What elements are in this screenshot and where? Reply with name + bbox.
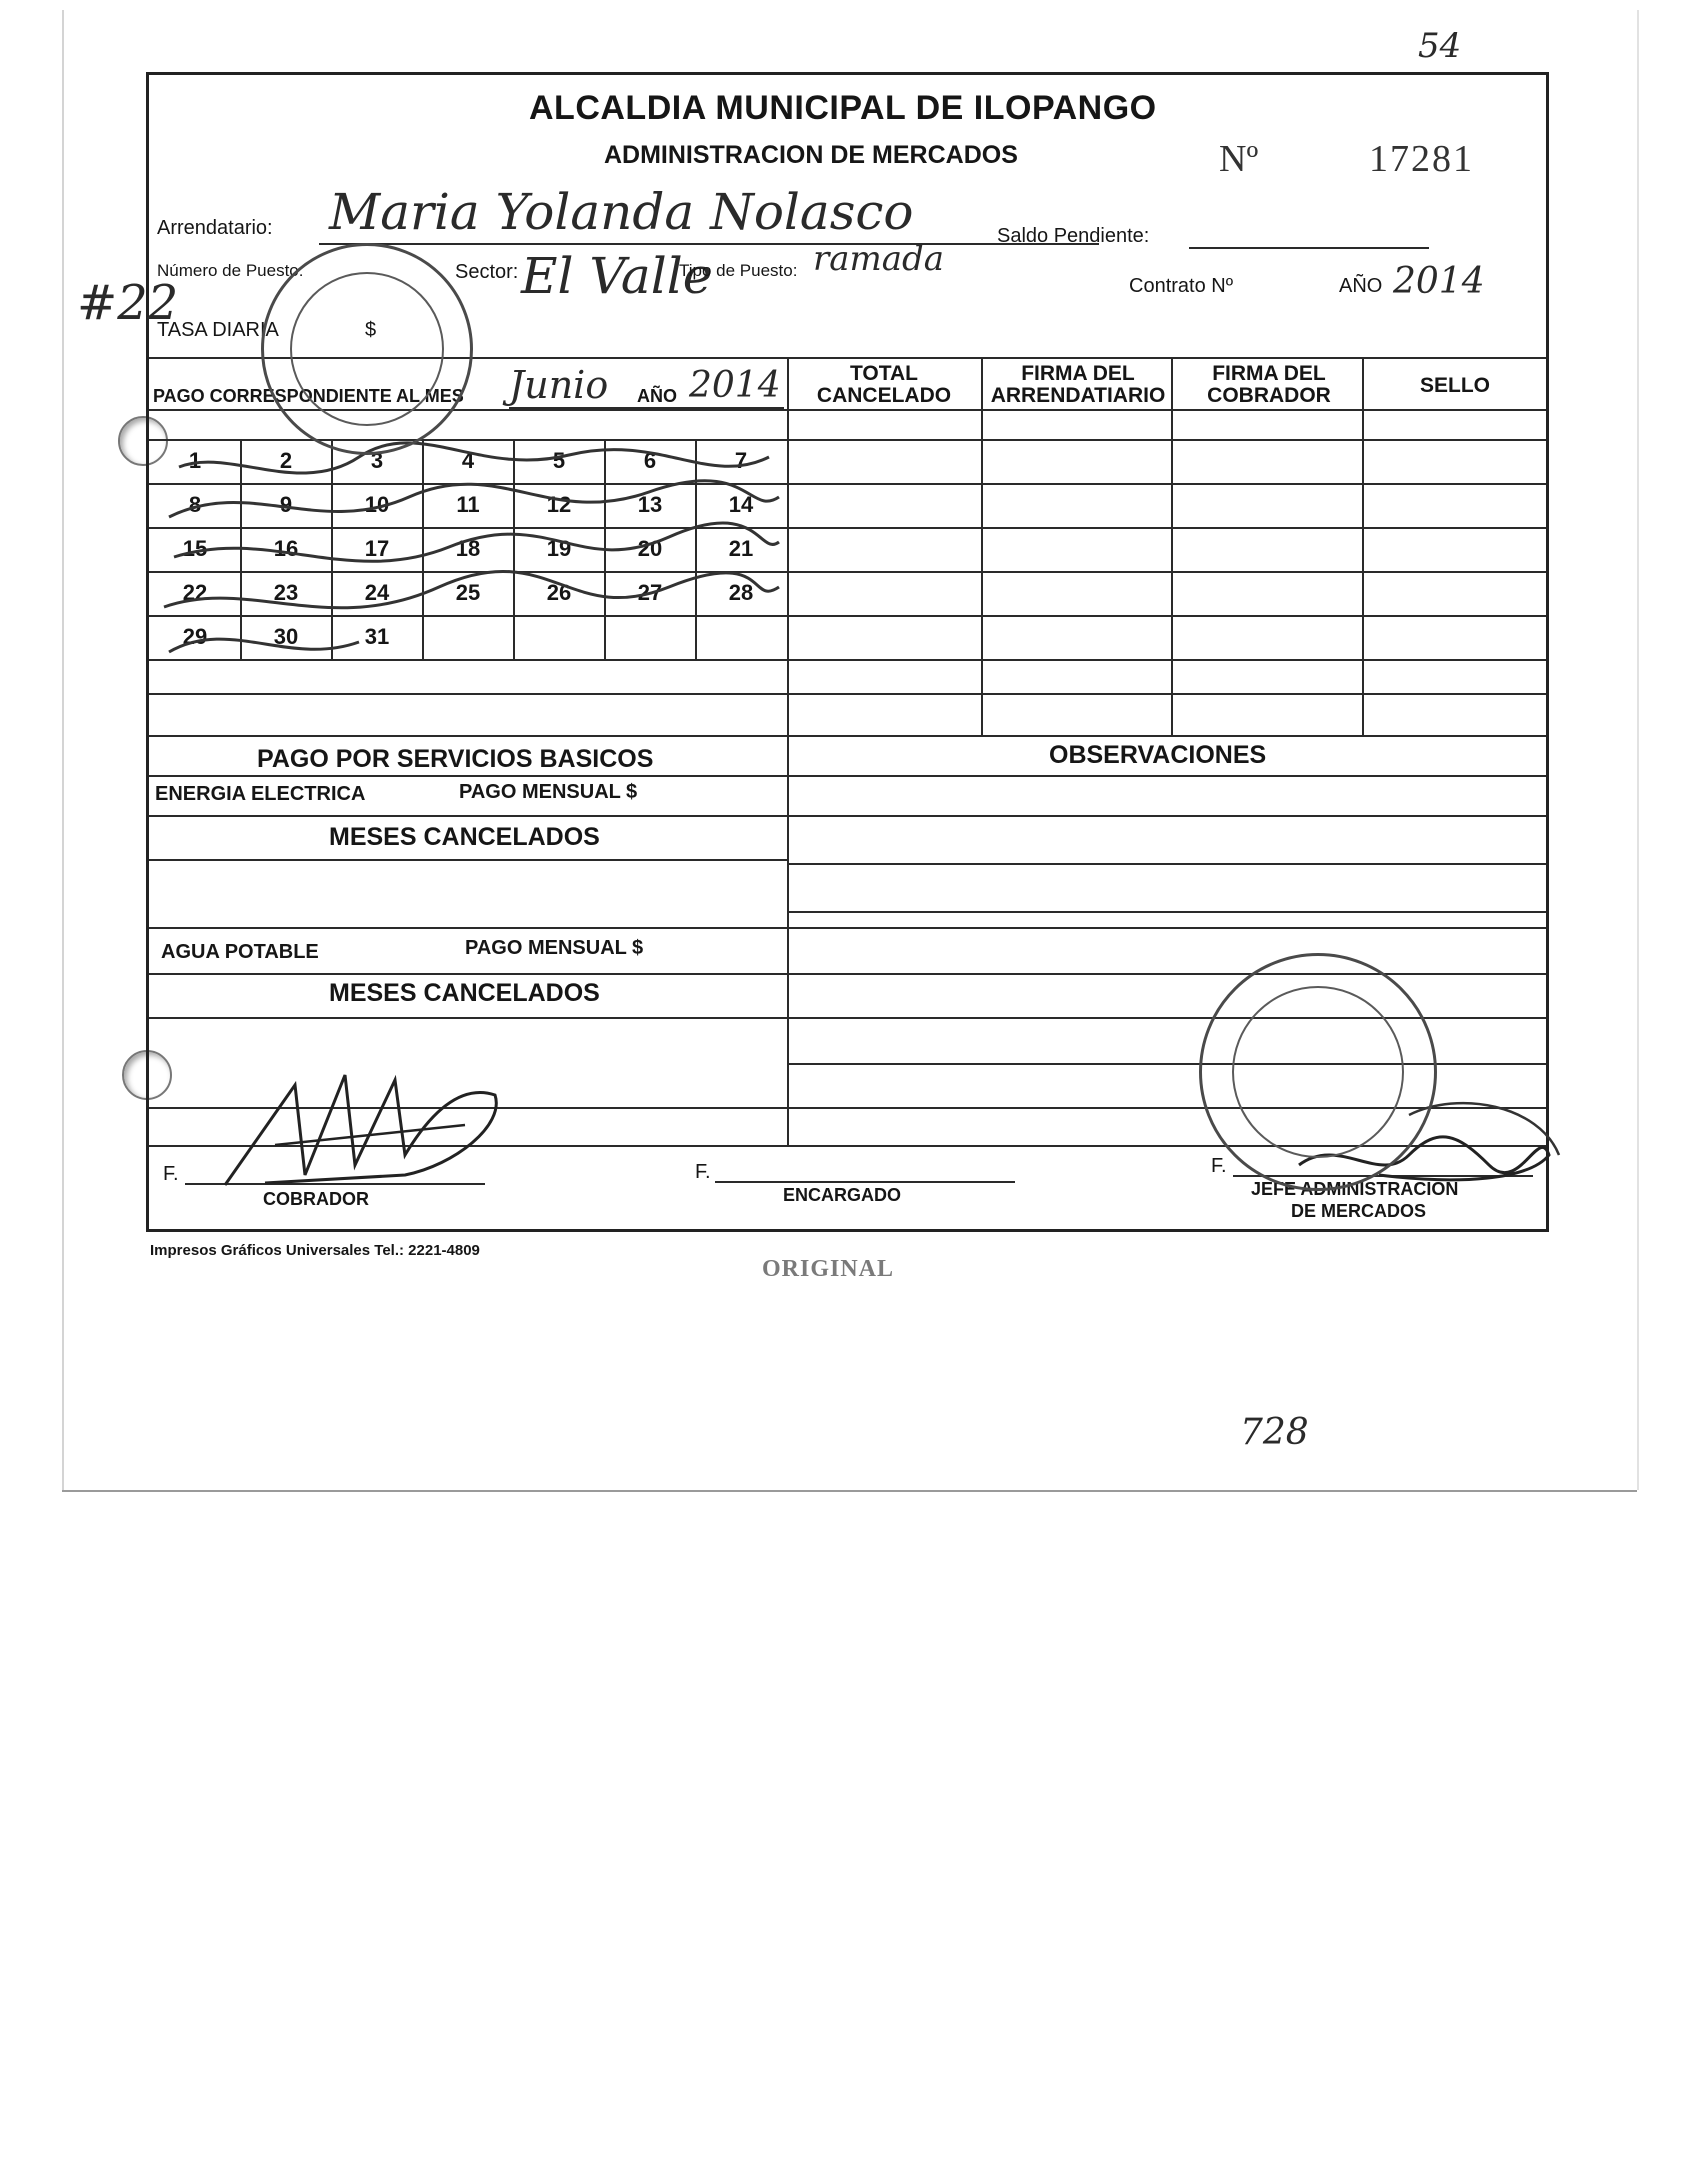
day-cell: 5 [552, 448, 566, 473]
bottom-page-number: 728 [1240, 1412, 1309, 1453]
form-title: ALCALDIA MUNICIPAL DE ILOPANGO [529, 89, 1157, 127]
contrato-label: Contrato Nº [1129, 275, 1234, 297]
agua-label: AGUA POTABLE [161, 941, 319, 963]
day-cell: 9 [279, 492, 293, 517]
col-total-cancelado: TOTAL CANCELADO [816, 362, 952, 407]
paper-edge-bottom [62, 1490, 1637, 1492]
stamp-left-inner-ring [290, 272, 444, 426]
day-cell: 11 [456, 492, 480, 517]
day-cell: 10 [364, 492, 390, 517]
numero-puesto-value: #22 [77, 275, 179, 331]
paper-edge-right [1637, 10, 1639, 1490]
obs-line-2 [787, 911, 1546, 913]
col-sello: SELLO [1419, 374, 1490, 397]
day-cell: 14 [728, 492, 754, 517]
receipt-number: 17281 [1369, 138, 1474, 180]
saldo-label: Saldo Pendiente: [997, 225, 1150, 247]
day-cell: 1 [188, 448, 202, 473]
day-cell: 6 [643, 448, 657, 473]
encargado-label: ENCARGADO [783, 1185, 902, 1205]
servicios-title: PAGO POR SERVICIOS BASICOS [257, 745, 654, 773]
stamp-right [1199, 953, 1437, 1191]
stamp-right-inner-ring [1232, 986, 1404, 1158]
col-firma-cobrador: FIRMA DEL COBRADOR [1207, 362, 1331, 407]
printer-credit: Impresos Gráficos Universales Tel.: 2221-4809 [150, 1242, 480, 1259]
day-cell: 24 [364, 580, 390, 605]
energia-meses-cancelados: MESES CANCELADOS [329, 823, 600, 851]
tipo-puesto-value: ramada [813, 239, 945, 279]
sector-value: El Valle [521, 247, 713, 305]
observaciones-title: OBSERVACIONES [1049, 741, 1267, 769]
servicios-line-1 [149, 775, 1546, 777]
day-cell: 3 [370, 448, 384, 473]
pago-anio-label: AÑO [637, 386, 677, 406]
days-scribble [149, 437, 787, 667]
day-cell: 30 [273, 624, 299, 649]
energia-pago-mensual: PAGO MENSUAL $ [459, 781, 638, 803]
stamp-left [261, 243, 473, 455]
day-cell: 4 [461, 448, 475, 473]
day-cell: 21 [728, 536, 754, 561]
numero-puesto-label: Número de Puesto: [157, 261, 304, 280]
day-cell: 28 [728, 580, 754, 605]
pago-anio-value: 2014 [689, 365, 781, 406]
obs-line-1 [787, 863, 1546, 865]
jefe-label-line-2: DE MERCADOS [1291, 1201, 1427, 1221]
arrendatario-value: Maria Yolanda Nolasco [329, 183, 914, 241]
tasa-diaria-label: TASA DIARIA [157, 319, 279, 341]
tipo-puesto-label: Tipo de Puesto: [679, 261, 798, 280]
day-cell: 23 [273, 580, 299, 605]
col-divider-2 [981, 357, 983, 735]
day-cell: 26 [546, 580, 572, 605]
cobrador-label: COBRADOR [263, 1189, 369, 1209]
col-divider-3 [1171, 357, 1173, 735]
col-divider-1 [787, 357, 789, 735]
cobrador-signature [205, 1065, 505, 1195]
jefe-label-line-1: JEFE ADMINISTRACION [1251, 1179, 1459, 1199]
energia-label: ENERGIA ELECTRICA [155, 783, 366, 805]
anio-value: 2014 [1393, 261, 1485, 302]
arrendatario-label: Arrendatario: [157, 217, 273, 239]
f-cobrador-prefix: F. [163, 1163, 179, 1185]
tasa-diaria-currency: $ [365, 319, 377, 341]
day-cell: 13 [637, 492, 663, 517]
copy-original-mark: ORIGINAL [762, 1256, 895, 1282]
day-cell: 16 [273, 536, 299, 561]
day-cell: 22 [182, 580, 208, 605]
day-cell: 20 [637, 536, 663, 561]
paper-edge-left [62, 10, 64, 1490]
corner-page-number: 54 [1418, 26, 1462, 66]
servicios-line-4 [149, 927, 1546, 929]
saldo-line [1189, 247, 1429, 249]
anio-label: AÑO [1339, 275, 1383, 297]
agua-meses-cancelados: MESES CANCELADOS [329, 979, 600, 1007]
grid-bottom-line [149, 693, 1546, 695]
day-cell: 12 [546, 492, 572, 517]
servicios-line-3 [149, 859, 787, 861]
table-bottom-line [149, 735, 1546, 737]
day-cell: 19 [546, 536, 572, 561]
day-cell: 25 [455, 580, 481, 605]
pago-mes-label: PAGO CORRESPONDIENTE AL MES [153, 386, 464, 406]
day-cell: 17 [364, 536, 390, 561]
day-cell: 2 [279, 448, 293, 473]
servicios-line-2 [149, 815, 1546, 817]
col-firma-arrendatario: FIRMA DEL ARRENDATIARIO [990, 362, 1166, 407]
day-cell: 27 [637, 580, 663, 605]
arrendatario-line [319, 243, 1099, 245]
servicios-divider [787, 735, 789, 1145]
day-cell: 8 [188, 492, 202, 517]
agua-pago-mensual: PAGO MENSUAL $ [465, 937, 644, 959]
day-cell: 18 [455, 536, 481, 561]
form-subtitle: ADMINISTRACION DE MERCADOS [604, 141, 1018, 169]
pago-mes-value: Junio [509, 363, 609, 407]
receipt-number-label: Nº [1219, 138, 1259, 180]
col-divider-4 [1362, 357, 1364, 735]
encargado-sign-line [715, 1181, 1015, 1183]
day-cell: 7 [734, 448, 748, 473]
day-cell: 29 [182, 624, 208, 649]
f-jefe-prefix: F. [1211, 1155, 1227, 1177]
f-encargado-prefix: F. [695, 1161, 711, 1183]
day-cell: 15 [182, 536, 208, 561]
receipt-form [77, 72, 1549, 1232]
sector-label: Sector: [455, 261, 519, 283]
day-cell: 31 [364, 624, 390, 649]
